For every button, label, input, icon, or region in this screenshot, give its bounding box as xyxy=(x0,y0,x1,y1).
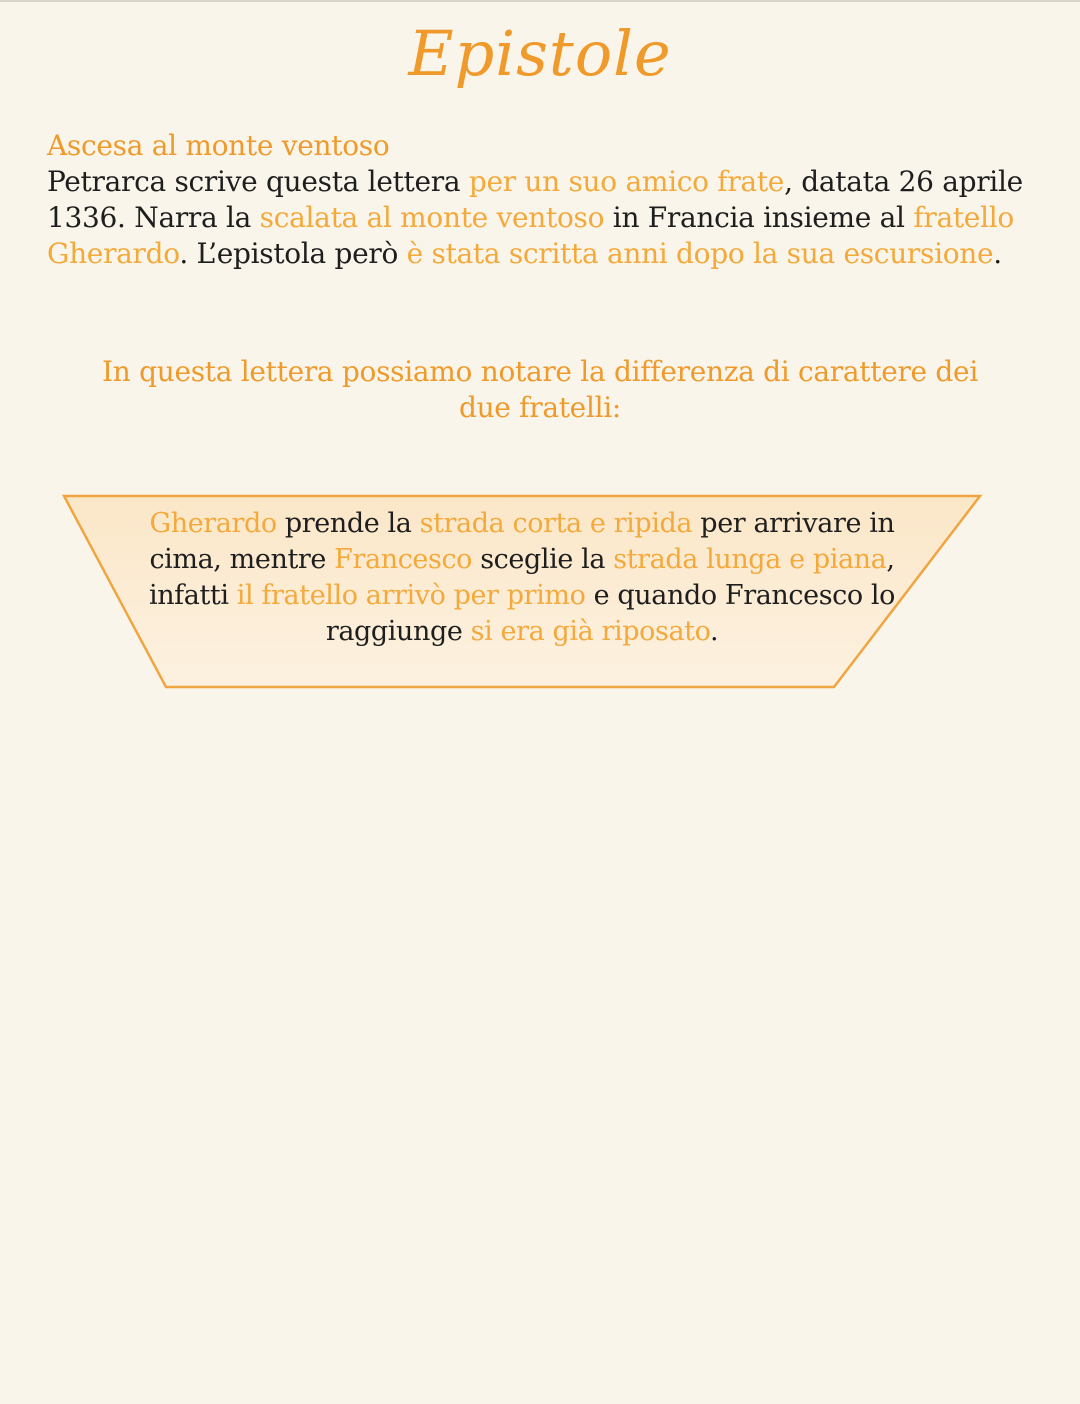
section-paragraph xyxy=(47,164,1037,272)
highlight-box xyxy=(60,494,984,690)
body-text: . xyxy=(709,616,719,647)
body-text: e quando Francesco lo raggiunge xyxy=(325,580,896,647)
section-ascesa xyxy=(47,128,1037,272)
body-text: in Francia insieme al xyxy=(604,201,914,234)
body-text: per arrivare in cima, mentre xyxy=(149,508,895,575)
box-paragraph xyxy=(130,506,914,650)
body-text: , datata 26 aprile 1336. Narra la xyxy=(47,165,1023,234)
highlighted-text: Gherardo xyxy=(149,508,277,539)
body-text: , infatti xyxy=(148,544,895,611)
highlighted-text: scalata al monte ventoso xyxy=(259,201,605,234)
highlighted-text: si era già riposato xyxy=(470,616,710,647)
highlighted-text: fratello Gherardo xyxy=(47,201,1014,270)
highlighted-text: il fratello arrivò per primo xyxy=(236,580,586,611)
body-text: prende la xyxy=(276,508,420,539)
body-text: sceglie la xyxy=(472,544,614,575)
highlighted-text: per un suo amico frate xyxy=(468,165,785,198)
section-heading: Ascesa al monte ventoso xyxy=(47,129,390,162)
page-title: Epistole xyxy=(408,17,672,90)
highlighted-text: strada corta e ripida xyxy=(419,508,693,539)
body-text: . xyxy=(993,237,1002,270)
body-text: Petrarca scrive questa lettera xyxy=(47,165,469,198)
body-text: . L’epistola però xyxy=(179,237,407,270)
top-rule xyxy=(0,0,1080,2)
intro-text: In questa lettera possiamo notare la differenza di carattere dei due fratelli: xyxy=(102,355,978,424)
highlighted-text: strada lunga e piana xyxy=(613,544,887,575)
highlighted-text: è stata scritta anni dopo la sua escursione xyxy=(406,237,994,270)
highlighted-text: Francesco xyxy=(334,544,473,575)
